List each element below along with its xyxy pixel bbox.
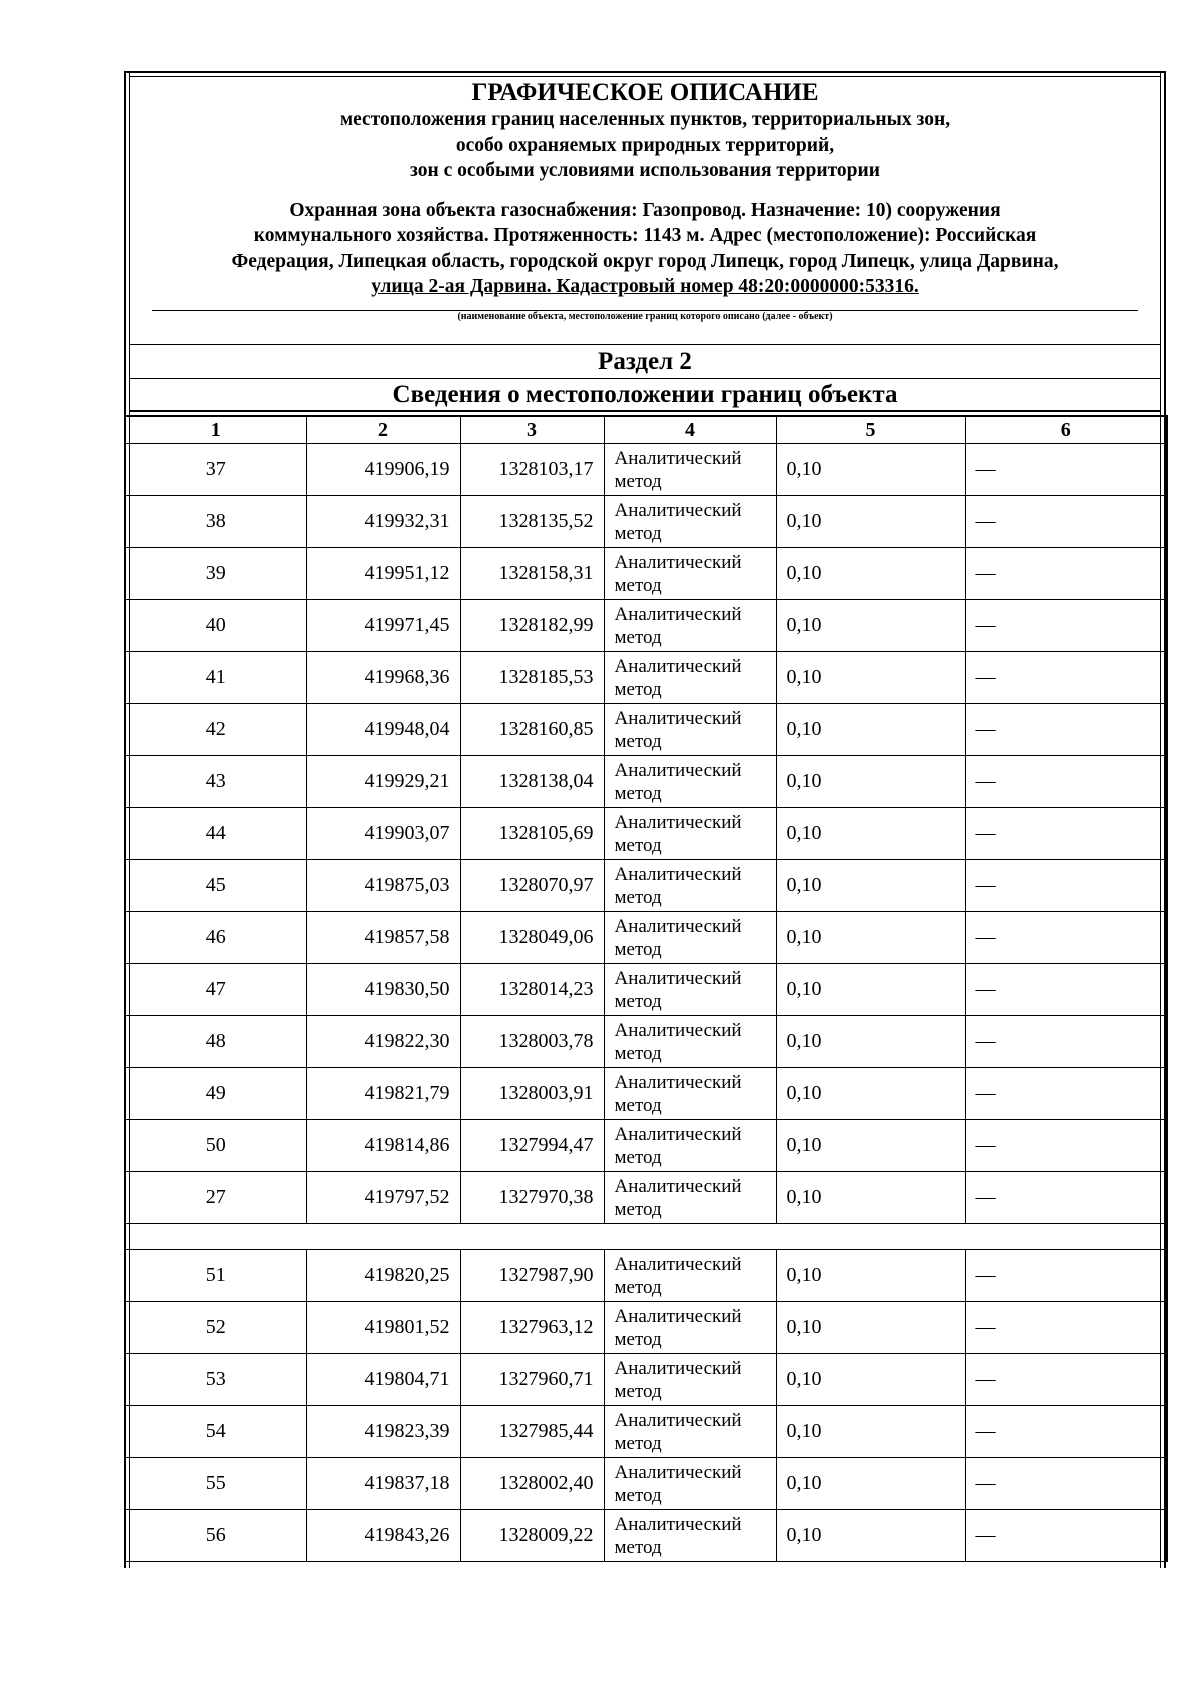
note-cell: — (965, 1302, 1167, 1354)
table-row (125, 808, 1167, 860)
table-row (125, 1172, 1167, 1224)
y-coordinate-cell: 1327985,44 (460, 1406, 604, 1458)
accuracy-cell: 0,10 (776, 704, 965, 756)
method-cell: Аналитический метод (604, 600, 776, 652)
object-line: коммунального хозяйства. Протяженность: 1143 м. Адрес (местоположение): Российская (253, 225, 1037, 246)
y-coordinate-cell: 1328014,23 (460, 964, 604, 1016)
x-coordinate-cell: 419971,45 (306, 600, 460, 652)
note-cell: — (965, 1172, 1167, 1224)
method-cell: Аналитический метод (604, 1068, 776, 1120)
boundary-coordinates-table (124, 415, 1168, 1562)
x-coordinate-cell: 419804,71 (306, 1354, 460, 1406)
x-coordinate-cell: 419823,39 (306, 1406, 460, 1458)
accuracy-cell: 0,10 (776, 808, 965, 860)
table-row (125, 1250, 1167, 1302)
note-cell: — (965, 964, 1167, 1016)
accuracy-cell: 0,10 (776, 548, 965, 600)
accuracy-cell: 0,10 (776, 964, 965, 1016)
y-coordinate-cell: 1327994,47 (460, 1120, 604, 1172)
y-coordinate-cell: 1328105,69 (460, 808, 604, 860)
point-number-cell: 27 (125, 1172, 306, 1224)
method-cell: Аналитический метод (604, 496, 776, 548)
y-coordinate-cell: 1328182,99 (460, 600, 604, 652)
note-cell: — (965, 1510, 1167, 1562)
y-coordinate-cell: 1328160,85 (460, 704, 604, 756)
x-coordinate-cell: 419814,86 (306, 1120, 460, 1172)
table-row (125, 1510, 1167, 1562)
method-cell: Аналитический метод (604, 1172, 776, 1224)
y-coordinate-cell: 1328003,91 (460, 1068, 604, 1120)
method-cell: Аналитический метод (604, 756, 776, 808)
point-number-cell: 39 (125, 548, 306, 600)
method-cell: Аналитический метод (604, 444, 776, 496)
document-title: ГРАФИЧЕСКОЕ ОПИСАНИЕ (471, 79, 819, 106)
table-row (125, 912, 1167, 964)
subtitle-line: особо охраняемых природных территорий, (455, 134, 835, 156)
point-number-cell: 44 (125, 808, 306, 860)
x-coordinate-cell: 419820,25 (306, 1250, 460, 1302)
note-cell: — (965, 444, 1167, 496)
method-cell: Аналитический метод (604, 704, 776, 756)
point-number-cell: 53 (125, 1354, 306, 1406)
accuracy-cell: 0,10 (776, 1510, 965, 1562)
accuracy-cell: 0,10 (776, 756, 965, 808)
note-cell: — (965, 756, 1167, 808)
table-row (125, 600, 1167, 652)
table-row (125, 1406, 1167, 1458)
separator-cell (125, 1224, 1167, 1250)
note-cell: — (965, 1250, 1167, 1302)
y-coordinate-cell: 1328070,97 (460, 860, 604, 912)
note-cell: — (965, 548, 1167, 600)
y-coordinate-cell: 1328009,22 (460, 1510, 604, 1562)
accuracy-cell: 0,10 (776, 1354, 965, 1406)
method-cell: Аналитический метод (604, 652, 776, 704)
table-row (125, 704, 1167, 756)
y-coordinate-cell: 1328103,17 (460, 444, 604, 496)
x-coordinate-cell: 419875,03 (306, 860, 460, 912)
table-row (125, 964, 1167, 1016)
method-cell: Аналитический метод (604, 1302, 776, 1354)
column-header: 4 (604, 416, 776, 444)
accuracy-cell: 0,10 (776, 860, 965, 912)
table-row (125, 860, 1167, 912)
point-number-cell: 47 (125, 964, 306, 1016)
x-coordinate-cell: 419821,79 (306, 1068, 460, 1120)
y-coordinate-cell: 1328185,53 (460, 652, 604, 704)
point-number-cell: 49 (125, 1068, 306, 1120)
accuracy-cell: 0,10 (776, 1250, 965, 1302)
column-header: 3 (460, 416, 604, 444)
method-cell: Аналитический метод (604, 1406, 776, 1458)
y-coordinate-cell: 1328002,40 (460, 1458, 604, 1510)
method-cell: Аналитический метод (604, 1354, 776, 1406)
method-cell: Аналитический метод (604, 1016, 776, 1068)
method-cell: Аналитический метод (604, 1510, 776, 1562)
object-line-underlined: улица 2-ая Дарвина. Кадастровый номер 48:20:0000000:53316. (371, 276, 919, 297)
note-cell: — (965, 600, 1167, 652)
point-number-cell: 38 (125, 496, 306, 548)
accuracy-cell: 0,10 (776, 496, 965, 548)
point-number-cell: 54 (125, 1406, 306, 1458)
method-cell: Аналитический метод (604, 860, 776, 912)
table-row (125, 1120, 1167, 1172)
table-header-row (125, 416, 1167, 444)
x-coordinate-cell: 419951,12 (306, 548, 460, 600)
accuracy-cell: 0,10 (776, 1302, 965, 1354)
column-header: 5 (776, 416, 965, 444)
table-row (125, 652, 1167, 704)
method-cell: Аналитический метод (604, 548, 776, 600)
column-header: 1 (125, 416, 306, 444)
column-header: 2 (306, 416, 460, 444)
y-coordinate-cell: 1327963,12 (460, 1302, 604, 1354)
x-coordinate-cell: 419801,52 (306, 1302, 460, 1354)
subtitle-line: зон с особыми условиями использования территории (410, 160, 880, 181)
note-cell: — (965, 912, 1167, 964)
x-coordinate-cell: 419830,50 (306, 964, 460, 1016)
method-cell: Аналитический метод (604, 808, 776, 860)
point-number-cell: 48 (125, 1016, 306, 1068)
method-cell: Аналитический метод (604, 1120, 776, 1172)
method-cell: Аналитический метод (604, 1250, 776, 1302)
note-cell: — (965, 860, 1167, 912)
table-row (125, 1068, 1167, 1120)
y-coordinate-cell: 1328135,52 (460, 496, 604, 548)
note-cell: — (965, 1120, 1167, 1172)
method-cell: Аналитический метод (604, 912, 776, 964)
object-line: Охранная зона объекта газоснабжения: Газопровод. Назначение: 10) сооружения (289, 199, 1001, 221)
point-number-cell: 40 (125, 600, 306, 652)
table-row (125, 1458, 1167, 1510)
point-number-cell: 42 (125, 704, 306, 756)
table-row (125, 1302, 1167, 1354)
y-coordinate-cell: 1327970,38 (460, 1172, 604, 1224)
x-coordinate-cell: 419857,58 (306, 912, 460, 964)
table-row (125, 496, 1167, 548)
point-number-cell: 56 (125, 1510, 306, 1562)
accuracy-cell: 0,10 (776, 1016, 965, 1068)
accuracy-cell: 0,10 (776, 1458, 965, 1510)
point-number-cell: 50 (125, 1120, 306, 1172)
point-number-cell: 41 (125, 652, 306, 704)
accuracy-cell: 0,10 (776, 1068, 965, 1120)
point-number-cell: 37 (125, 444, 306, 496)
column-header: 6 (965, 416, 1167, 444)
x-coordinate-cell: 419932,31 (306, 496, 460, 548)
x-coordinate-cell: 419843,26 (306, 1510, 460, 1562)
accuracy-cell: 0,10 (776, 444, 965, 496)
x-coordinate-cell: 419903,07 (306, 808, 460, 860)
note-cell: — (965, 704, 1167, 756)
object-line: Федерация, Липецкая область, городской округ город Липецк, город Липецк, улица Дарвина, (231, 250, 1059, 272)
note-cell: — (965, 496, 1167, 548)
point-number-cell: 55 (125, 1458, 306, 1510)
accuracy-cell: 0,10 (776, 600, 965, 652)
note-cell: — (965, 1458, 1167, 1510)
point-number-cell: 52 (125, 1302, 306, 1354)
point-number-cell: 43 (125, 756, 306, 808)
y-coordinate-cell: 1328003,78 (460, 1016, 604, 1068)
object-line (165, 274, 1125, 300)
section-title: Раздел 2 (129, 344, 1161, 378)
section-subtitle: Сведения о местоположении границ объекта (129, 378, 1161, 412)
table-row (125, 1354, 1167, 1406)
table-row (125, 444, 1167, 496)
document-header (126, 77, 1164, 300)
point-number-cell: 45 (125, 860, 306, 912)
point-number-cell: 46 (125, 912, 306, 964)
accuracy-cell: 0,10 (776, 1120, 965, 1172)
x-coordinate-cell: 419929,21 (306, 756, 460, 808)
method-cell: Аналитический метод (604, 1458, 776, 1510)
y-coordinate-cell: 1328138,04 (460, 756, 604, 808)
x-coordinate-cell: 419837,18 (306, 1458, 460, 1510)
accuracy-cell: 0,10 (776, 1172, 965, 1224)
object-description (165, 198, 1125, 300)
x-coordinate-cell: 419797,52 (306, 1172, 460, 1224)
accuracy-cell: 0,10 (776, 652, 965, 704)
table-row (125, 1016, 1167, 1068)
note-cell: — (965, 652, 1167, 704)
method-cell: Аналитический метод (604, 964, 776, 1016)
note-cell: — (965, 1354, 1167, 1406)
object-caption: (наименование объекта, местоположение границ которого описано (далее - объект) (457, 311, 833, 322)
x-coordinate-cell: 419968,36 (306, 652, 460, 704)
y-coordinate-cell: 1327987,90 (460, 1250, 604, 1302)
accuracy-cell: 0,10 (776, 912, 965, 964)
note-cell: — (965, 808, 1167, 860)
subtitle-line: местоположения границ населенных пунктов, территориальных зон, (339, 109, 951, 130)
table-row (125, 756, 1167, 808)
y-coordinate-cell: 1328049,06 (460, 912, 604, 964)
y-coordinate-cell: 1328158,31 (460, 548, 604, 600)
point-number-cell: 51 (125, 1250, 306, 1302)
note-cell: — (965, 1068, 1167, 1120)
note-cell: — (965, 1406, 1167, 1458)
y-coordinate-cell: 1327960,71 (460, 1354, 604, 1406)
x-coordinate-cell: 419906,19 (306, 444, 460, 496)
table-separator-row (125, 1224, 1167, 1250)
x-coordinate-cell: 419822,30 (306, 1016, 460, 1068)
accuracy-cell: 0,10 (776, 1406, 965, 1458)
note-cell: — (965, 1016, 1167, 1068)
table-row (125, 548, 1167, 600)
x-coordinate-cell: 419948,04 (306, 704, 460, 756)
